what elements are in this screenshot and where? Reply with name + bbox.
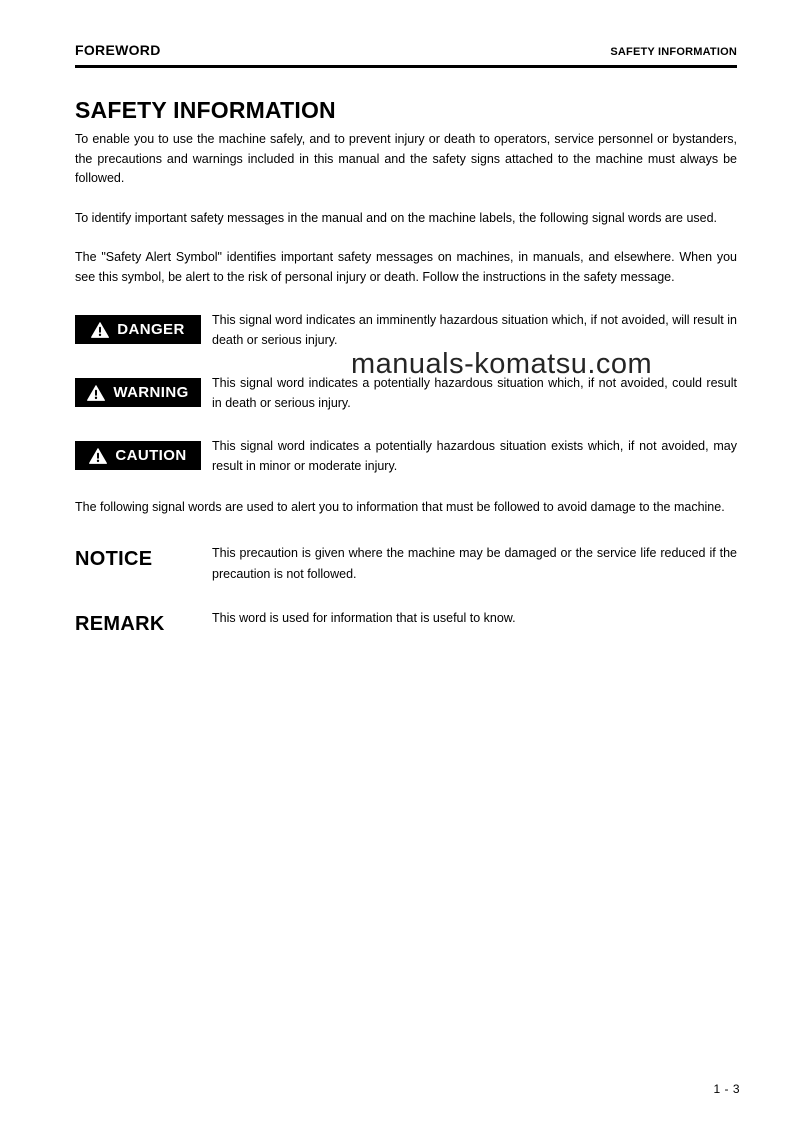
header-section-title: SAFETY INFORMATION <box>610 46 737 58</box>
notice-row <box>75 543 737 585</box>
intro-paragraph: To enable you to use the machine safely, and to prevent injury or death to operators, service personnel or bystanders, the precautions and warnings included in this manual and the safety signs attached to the machine must always be followed. <box>75 132 737 185</box>
identify-paragraph: To identify important safety messages in the manual and on the machine labels, the following signal words are used. <box>75 210 718 225</box>
caution-label: CAUTION <box>115 447 187 464</box>
warning-description: This signal word indicates a potentially hazardous situation which, if not avoided, could result in death or serious injury. <box>212 376 737 410</box>
header-chapter-title: FOREWORD <box>75 42 161 58</box>
caution-row <box>75 436 737 476</box>
warning-row <box>75 373 737 413</box>
page-number: 1 - 3 <box>713 1082 740 1096</box>
remark-label: REMARK <box>75 612 165 635</box>
following-paragraph: The following signal words are used to alert you to information that must be followed to avoid damage to the machine. <box>75 500 725 514</box>
page-content <box>75 0 737 636</box>
notice-label: NOTICE <box>75 547 153 570</box>
remark-description: This word is used for information that is useful to know. <box>212 610 516 625</box>
caution-signal-box <box>75 441 201 470</box>
warning-triangle-icon <box>87 385 105 401</box>
remark-row <box>75 608 737 636</box>
danger-signal-box <box>75 315 201 344</box>
danger-description: This signal word indicates an imminently hazardous situation which, if not avoided, will result in death or serious injury. <box>212 313 737 347</box>
page-title: SAFETY INFORMATION <box>75 97 336 123</box>
warning-triangle-icon <box>89 448 107 464</box>
danger-label: DANGER <box>117 321 185 338</box>
page-header <box>75 0 737 58</box>
notice-description: This precaution is given where the machine may be damaged or the service life reduced if the precaution is not followed. <box>212 545 737 581</box>
warning-signal-box <box>75 378 201 407</box>
warning-triangle-icon <box>91 322 109 338</box>
alert-symbol-paragraph: The "Safety Alert Symbol" identifies important safety messages on machines, in manuals, and elsewhere. When you see this symbol, be alert to the risk of personal injury or death. Follow the instructions in the safety message. <box>75 250 737 284</box>
watermark: manuals-komatsu.com <box>351 348 653 380</box>
warning-label: WARNING <box>113 384 189 401</box>
caution-description: This signal word indicates a potentially hazardous situation exists which, if not avoided, may result in minor or moderate injury. <box>212 439 737 473</box>
danger-row <box>75 310 737 350</box>
header-rule <box>75 65 737 68</box>
